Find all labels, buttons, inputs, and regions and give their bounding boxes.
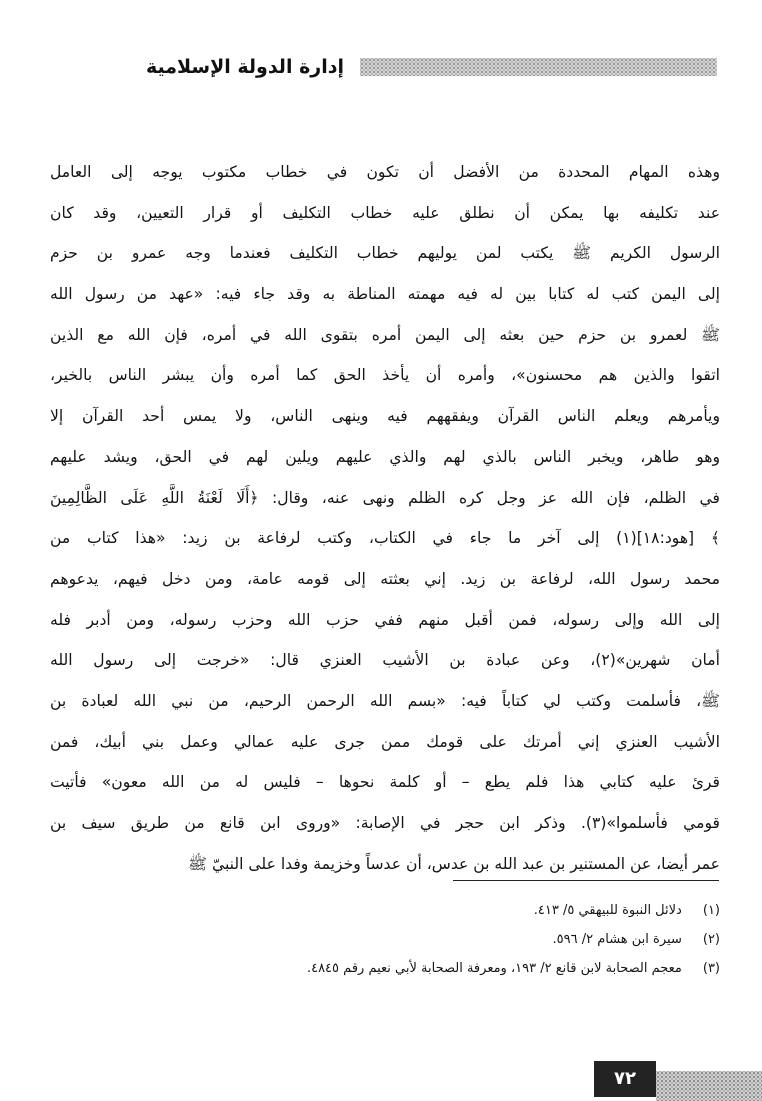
footnote-item	[160, 954, 720, 983]
body-line: محمد رسول الله، لرفاعة بن زيد. إني بعثته إلى قومه عامة، ومن دخل فيهم، يدعوهم	[50, 569, 720, 588]
footnote-number: (١)	[702, 903, 720, 918]
body-text	[50, 152, 720, 884]
footer-decorative-pattern	[656, 1071, 762, 1101]
footnote-text: دلائل النبوة للبيهقي ٥/ ٤١٣.	[533, 903, 682, 918]
body-line: أمان شهرين»(٢)، وعن عبادة بن الأشيب العنزي قال: «خرجت إلى رسول الله	[50, 651, 720, 670]
page-number: ٧٢	[614, 1068, 636, 1089]
body-line: ﷺ لعمرو بن حزم حين بعثه إلى اليمن أمره بتقوى الله في أمره، فإن الله مع الذين	[50, 325, 720, 344]
running-title: إدارة الدولة الإسلامية	[145, 56, 344, 78]
footnote-number: (٢)	[702, 932, 720, 947]
body-line: قرئ عليه كتابي هذا فلم يطع – أو كلمة نحوها – فليس له من الله معون» فأتيت	[50, 773, 720, 792]
footnote-number: (٣)	[702, 961, 720, 976]
body-line: ﷺ، فأسلمت وكتب لي كتاباً فيه: «بسم الله الرحمن الرحيم، من نبي الله لعبادة بن	[50, 691, 720, 710]
footnote-item	[160, 896, 720, 925]
footnote-item	[160, 925, 720, 954]
footnotes	[160, 896, 720, 983]
body-line: وهو طاهر، ويخبر الناس بالذي لهم والذي عليهم ويلين لهم في الحق، ويشد عليهم	[50, 447, 720, 466]
body-line: اتقوا والذين هم محسنون»، وأمره أن يأخذ الحق كما أمره وأن يبشر الناس بالخير،	[50, 366, 720, 385]
body-line: عمر أيضا، عن المستنير بن عبد الله بن عدس، أن عدساً وخزيمة وفدا على النبيّ ﷺ	[188, 854, 720, 873]
header-decorative-band	[360, 58, 717, 76]
footnote-text: معجم الصحابة لابن قانع ٢/ ١٩٣، ومعرفة الصحابة لأبي نعيم رقم ٤٨٤٥.	[306, 961, 682, 976]
body-line: وهذه المهام المحددة من الأفضل أن تكون في خطاب مكتوب يوجه إلى العامل	[50, 163, 720, 181]
footnote-text: سيرة ابن هشام ٢/ ٥٩٦.	[552, 932, 682, 947]
body-line: قومي فأسلموا»(٣). وذكر ابن حجر في الإصابة: «وروى ابن قانع من طريق سيف بن	[50, 814, 720, 832]
body-line: إلى الله وإلى رسوله، فمن أقبل منهم ففي حزب الله وحزب رسوله، ومن أدبر فله	[50, 610, 720, 629]
body-line: ويأمرهم ويعلم الناس القرآن ويفقههم فيه وينهى الناس، ولا يمس أحد القرآن إلا	[50, 407, 720, 426]
body-line: في الظلم، فإن الله عز وجل كره الظلم ونهى عنه، وقال: ﴿أَلَا لَعْنَةُ اللَّهِ عَلَى الظَّالِمِينَ	[50, 488, 720, 507]
body-line: إلى اليمن كتب له كتابا بين له فيه مهمته المناطة به وقد جاء فيه: «عهد من رسول الله	[50, 285, 720, 304]
body-line: عند تكليفه بها يمكن أن نطلق عليه خطاب التكليف أو قرار التعيين، وقد كان	[50, 203, 720, 222]
body-line: ﴾ [هود:١٨](١) إلى آخر ما جاء في الكتاب، وكتب لرفاعة بن زيد: «هذا كتاب من	[50, 529, 720, 548]
body-line: الأشيب العنزي إني أمرتك على قومك ممن جرى عليه عمالي وعمل بني أبيك، فمن	[50, 732, 720, 751]
footnote-separator	[453, 880, 719, 881]
body-line: الرسول الكريم ﷺ يكتب لمن يوليهم خطاب التكليف فعندما وجه عمرو بن حزم	[50, 244, 720, 263]
